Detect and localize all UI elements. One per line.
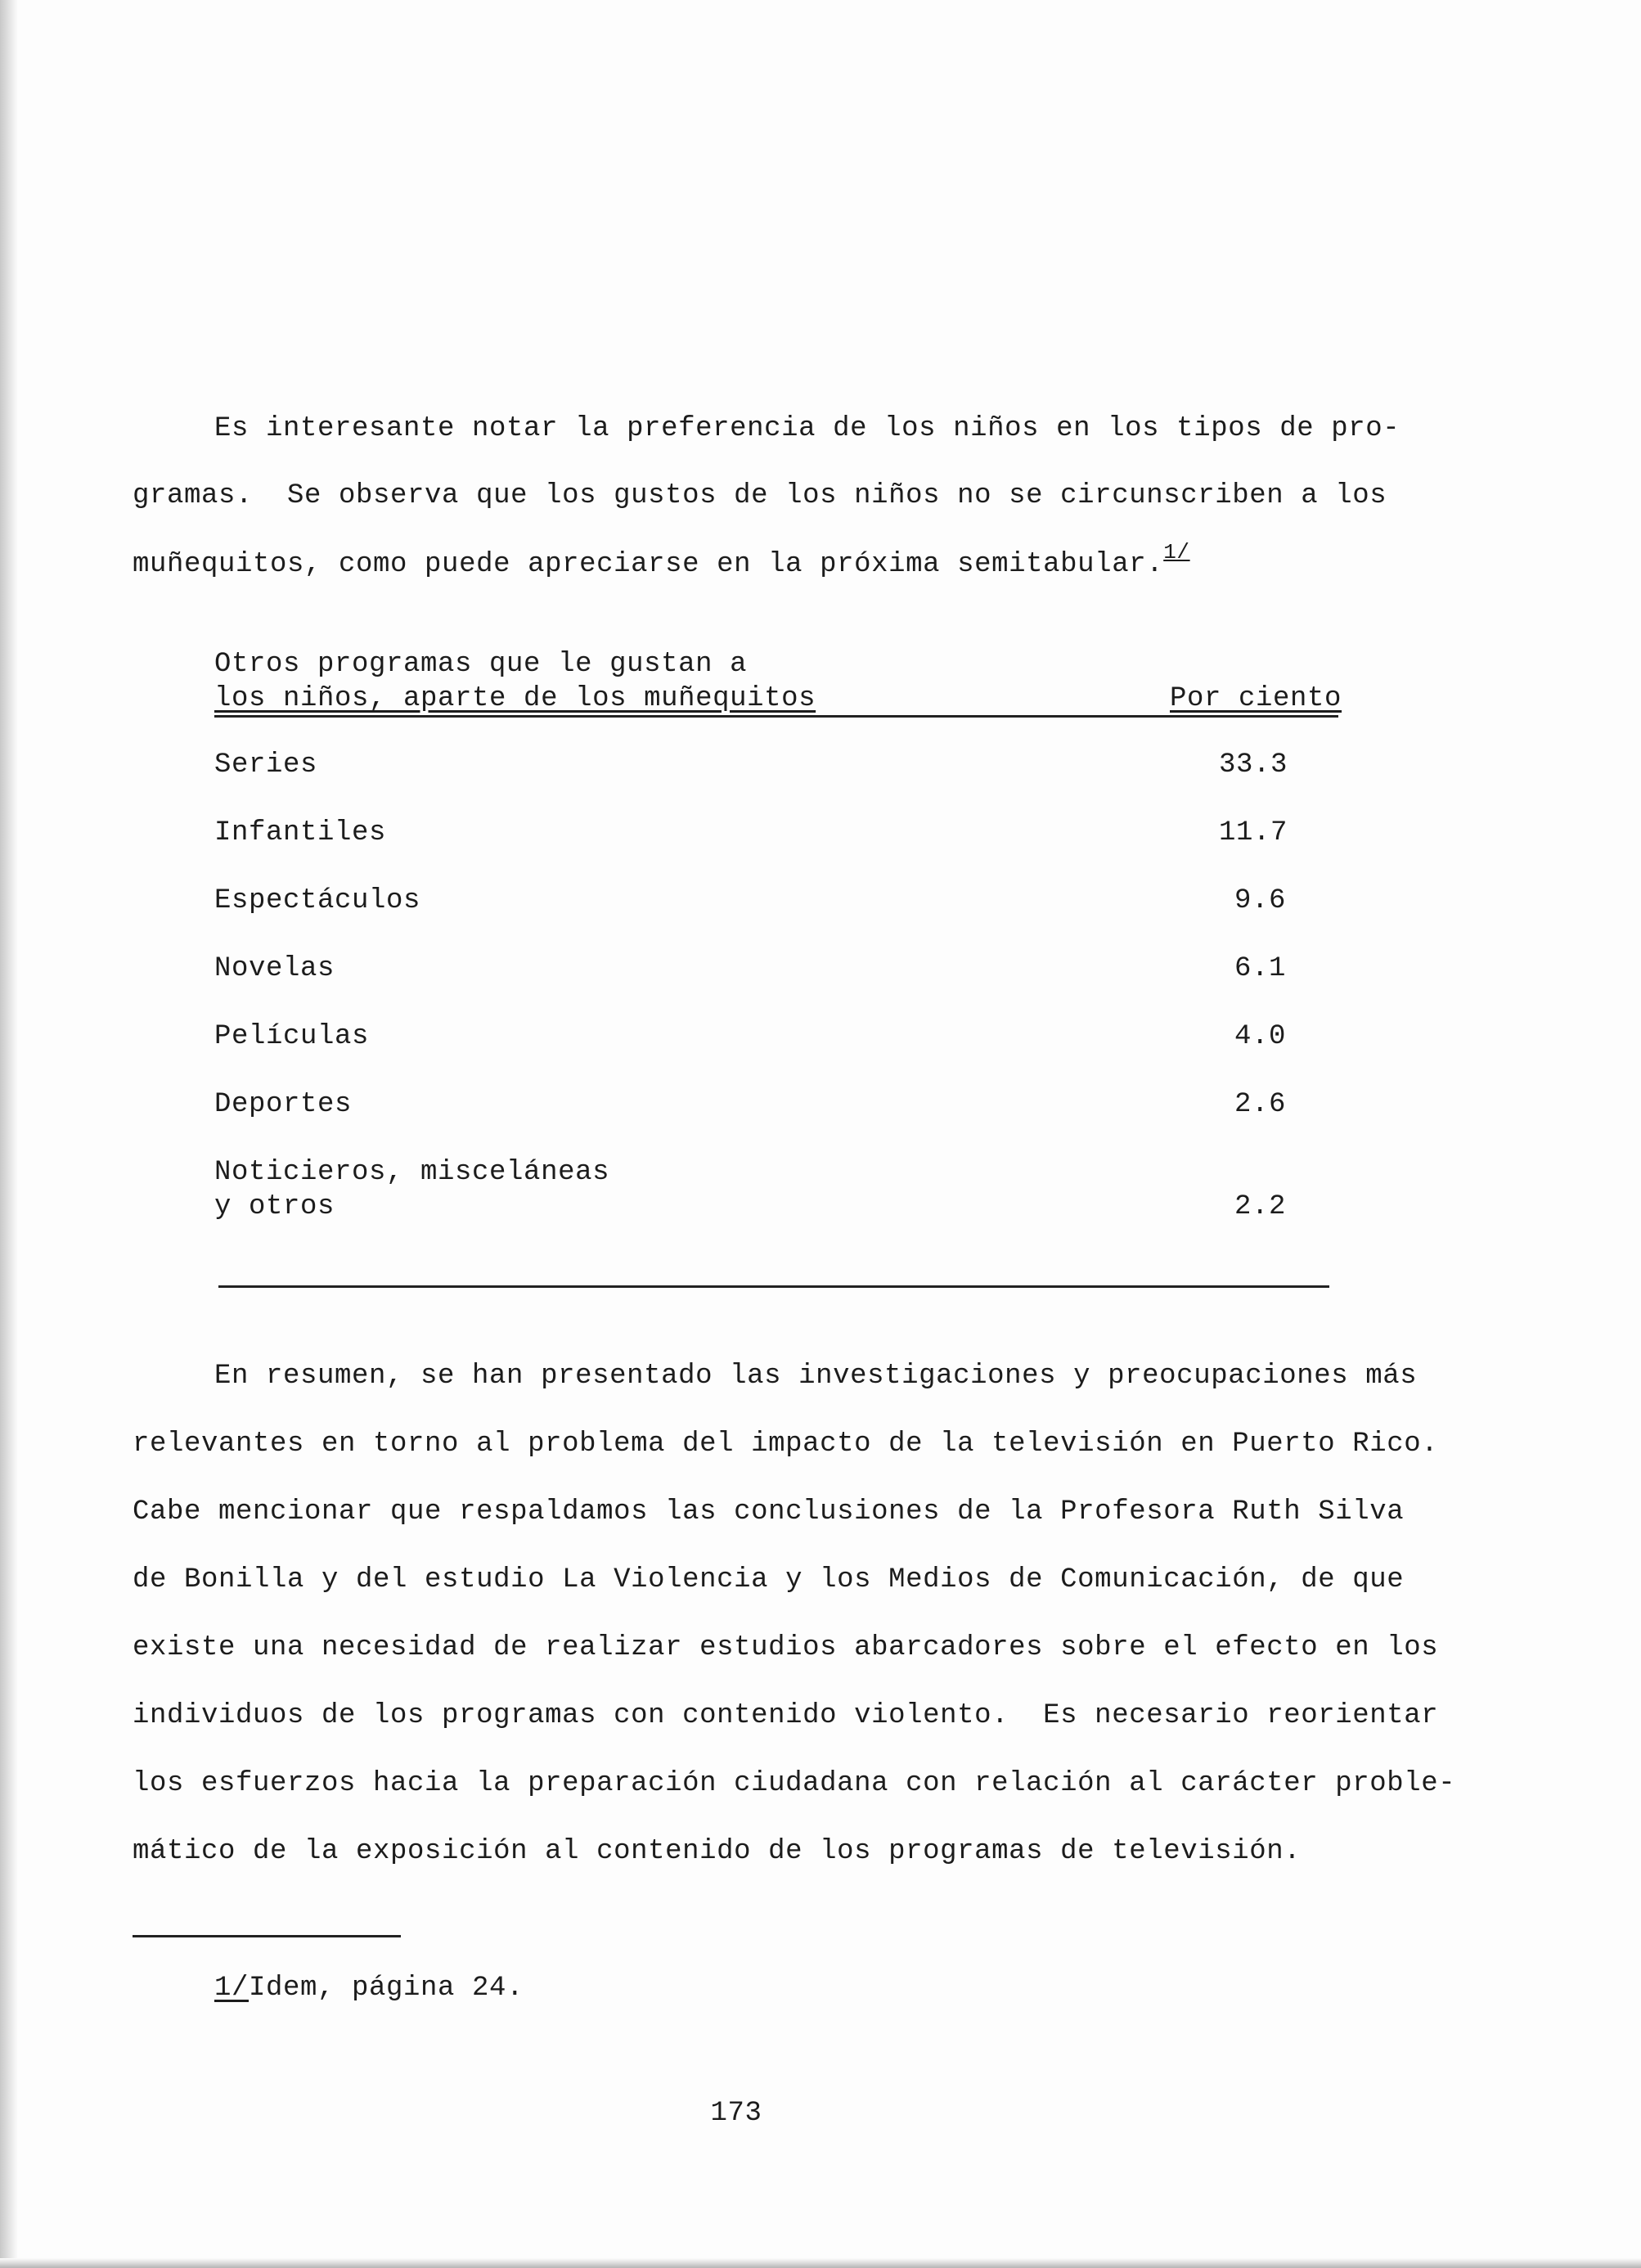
- table-bottom-rule: [218, 1285, 1329, 1288]
- summary-line-7: los esfuerzos hacia la preparación ciudadana con relación al carácter proble-: [133, 1768, 1456, 1799]
- intro-line-2: gramas. Se observa que los gustos de los niños no se circunscriben a los: [133, 480, 1387, 511]
- table-row-label: Noticieros, misceláneas: [214, 1157, 610, 1188]
- footnote-separator: [133, 1935, 401, 1937]
- summary-line-6: individuos de los programas con contenido violento. Es necesario reorientar: [133, 1700, 1439, 1731]
- footnote-reference: 1/: [1163, 540, 1190, 565]
- intro-line-3: [133, 540, 1190, 582]
- table-row-value: 4.0: [1234, 1021, 1286, 1052]
- table-row-value: 2.6: [1234, 1089, 1286, 1120]
- table-header-line-1: Otros programas que le gustan a: [214, 649, 748, 680]
- scan-bottom-edge: [0, 2258, 1641, 2268]
- table-row-value: 2.2: [1234, 1191, 1286, 1222]
- table-row-label: Espectáculos: [214, 885, 421, 916]
- table-row-label: Infantiles: [214, 817, 387, 848]
- table-row-value: 11.7: [1219, 817, 1288, 848]
- footnote: [214, 1972, 524, 2005]
- table-row-label-continued: y otros: [214, 1191, 335, 1222]
- table-header-line-2: los niños, aparte de los muñequitos: [214, 683, 816, 714]
- summary-line-5: existe una necesidad de realizar estudios abarcadores sobre el efecto en los: [133, 1632, 1439, 1663]
- summary-line-2: relevantes en torno al problema del impacto de la televisión en Puerto Rico.: [133, 1429, 1439, 1460]
- table-row-value: 9.6: [1234, 885, 1286, 916]
- table-row-value: 6.1: [1234, 953, 1286, 984]
- table-row-label: Novelas: [214, 953, 335, 984]
- page-number: 173: [710, 2098, 762, 2129]
- summary-line-1: En resumen, se han presentado las investigaciones y preocupaciones más: [214, 1361, 1418, 1392]
- table-row-label: Series: [214, 749, 318, 781]
- table-row-label: Deportes: [214, 1089, 353, 1120]
- summary-line-8: mático de la exposición al contenido de los programas de televisión.: [133, 1836, 1302, 1867]
- table-header-rule: [214, 715, 1338, 718]
- table-row-value: 33.3: [1219, 749, 1288, 781]
- summary-line-3: Cabe mencionar que respaldamos las conclusiones de la Profesora Ruth Silva: [133, 1496, 1405, 1528]
- footnote-number: 1/: [214, 1973, 250, 2004]
- scan-left-edge: [0, 0, 18, 2268]
- intro-line-3-text: muñequitos, como puede apreciarse en la próxima semitabular.: [133, 549, 1164, 580]
- footnote-text: Idem, página 24.: [249, 1973, 524, 2004]
- summary-line-4: de Bonilla y del estudio La Violencia y los Medios de Comunicación, de que: [133, 1564, 1405, 1595]
- table-row-label: Películas: [214, 1021, 370, 1052]
- intro-line-1: Es interesante notar la preferencia de los niños en los tipos de pro-: [214, 413, 1400, 444]
- table-header-percent: Por ciento: [1170, 683, 1342, 714]
